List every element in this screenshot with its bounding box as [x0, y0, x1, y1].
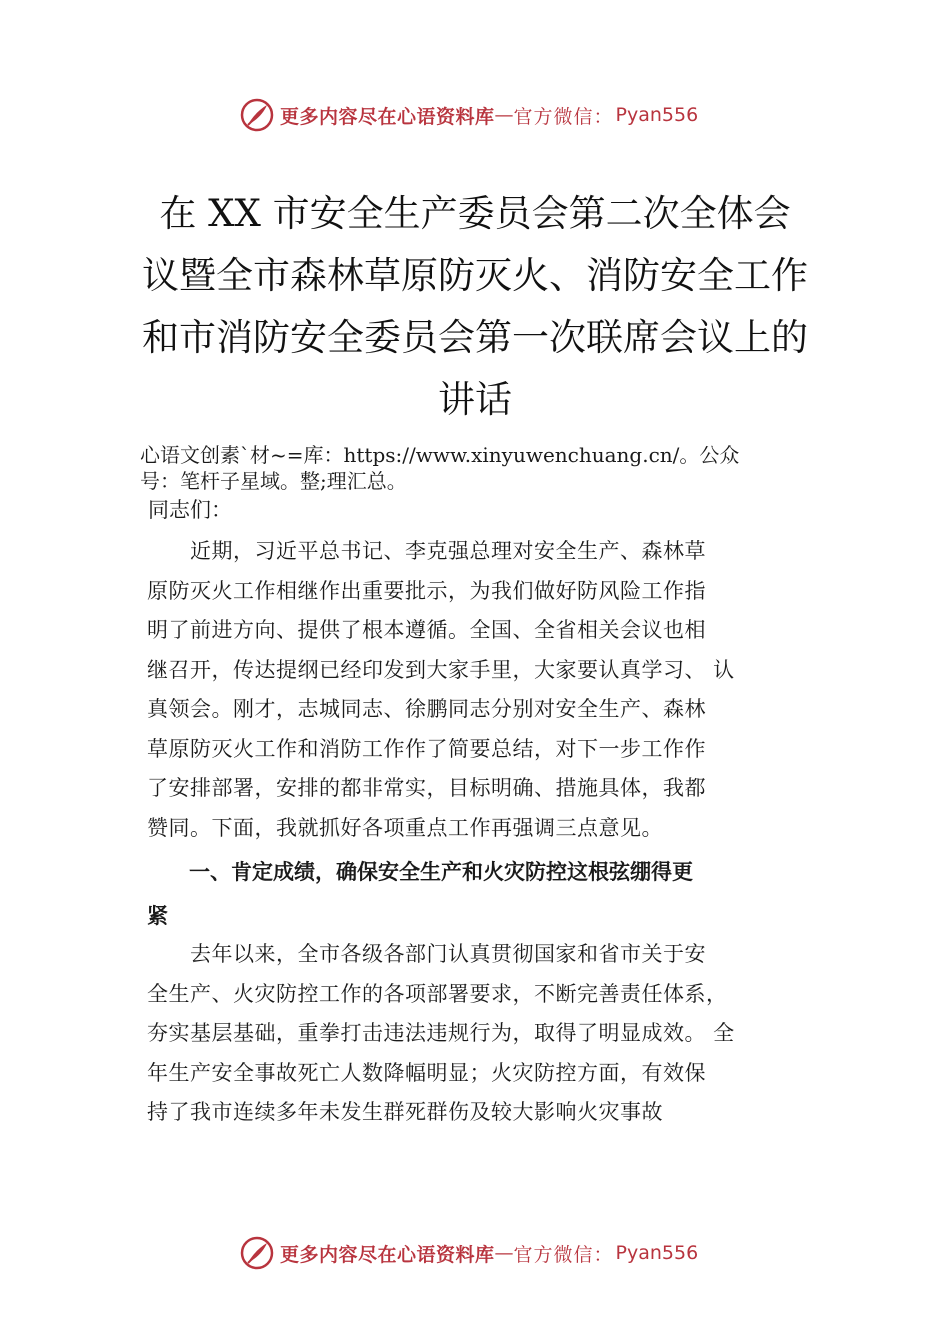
text-line: 持了我市连续多年未发生群死群伤及较大影响火灾事故 [147, 1100, 663, 1124]
text-line: 赞同。下面，我就抓好各项重点工作再强调三点意见。 [147, 815, 663, 840]
source-line: 心语文创素`材~=库：https://www.xinyuwenchuang.cn/。公众 [140, 443, 740, 467]
banner-separator: — [494, 104, 514, 126]
title-line: 和市消防安全委员会第一次联席会议上的 [142, 316, 808, 359]
paragraph-achievements [147, 935, 827, 1133]
text-line: 年生产安全事故死亡人数降幅明显；火灾防控方面，有效保 [147, 1060, 706, 1085]
text-line: 原防灭火工作相继作出重要批示，为我们做好防风险工作指 [147, 578, 706, 603]
header-banner [0, 95, 950, 135]
text-line: 去年以来，全市各级各部门认真贯彻国家和省市关于安 [147, 942, 706, 966]
title-line: 讲话 [438, 378, 512, 421]
paragraph-intro [147, 532, 827, 848]
heading-line: 紧 [147, 904, 168, 928]
text-line: 明了前进方向、提供了根本遵循。全国、全省相关会议也相 [147, 618, 706, 642]
text-line: 真领会。刚才，志城同志、徐鹏同志分别对安全生产、森林 [147, 697, 706, 721]
banner-content [240, 95, 698, 135]
banner-text: 更多内容尽在心语资料库 [280, 1243, 495, 1266]
title-line: 议暨全市森林草原防灭火、消防安全工作 [142, 254, 808, 297]
text-line: 近期，习近平总书记、李克强总理对安全生产、森林草 [147, 539, 706, 563]
title-line: 在 XX 市安全生产委员会第二次全体会 [159, 192, 791, 235]
banner-text: 更多内容尽在心语资料库 [280, 105, 495, 128]
banner-separator: — [494, 1242, 514, 1264]
feather-pen-logo-icon [240, 1236, 274, 1270]
heading-line: 一、肯定成绩，确保安全生产和火灾防控这根弦绷得更 [147, 860, 693, 884]
footer-banner [0, 1233, 950, 1273]
text-line: 草原防灭火工作和消防工作作了简要总结，对下一步工作作 [147, 736, 706, 761]
banner-content [240, 1233, 698, 1273]
text-line: 了安排部署，安排的都非常实，目标明确、措施具体，我都 [147, 776, 706, 800]
banner-wechat-id: Pyan556 [615, 1242, 699, 1264]
document-title [130, 183, 820, 431]
text-line: 夯实基层基础，重拳打击违法违规行为，取得了明显成效。 全 [147, 1021, 735, 1045]
banner-wechat-label: 官方微信： [513, 1243, 614, 1266]
text-line: 全生产、火灾防控工作的各项部署要求，不断完善责任体系， [147, 981, 728, 1006]
source-note [140, 442, 860, 494]
text-line: 继召开，传达提纲已经印发到大家手里，大家要认真学习、 认 [147, 657, 735, 682]
salutation: 同志们： [148, 498, 232, 522]
source-line: 号：笔杆子星域。整;理汇总。 [140, 469, 407, 493]
section-heading-1 [147, 850, 827, 938]
banner-wechat-id: Pyan556 [615, 104, 699, 126]
banner-wechat-label: 官方微信： [513, 105, 614, 128]
feather-pen-logo-icon [240, 98, 274, 132]
